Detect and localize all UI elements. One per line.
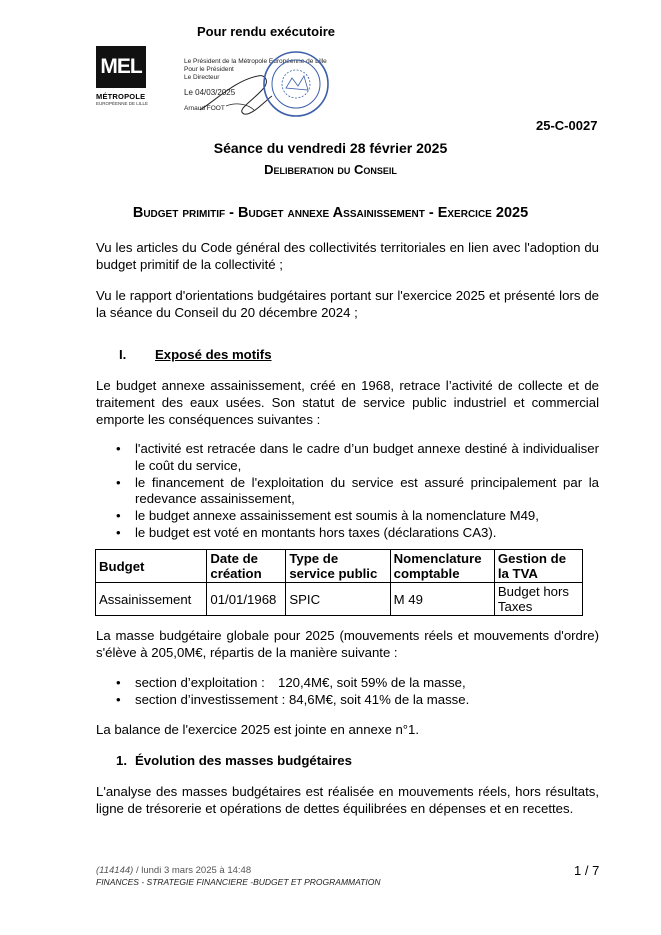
analyse-paragraph: L'analyse des masses budgétaires est réalisée en mouvements réels, hors résultats, ligne de trésorerie et opérations de dettes équilibrées en dépenses et en recettes. (96, 784, 599, 816)
mel-logo-sub: EUROPÉENNE DE LILLE (96, 101, 149, 106)
list-item (96, 675, 599, 692)
rendu-executoire: Pour rendu exécutoire (197, 24, 335, 39)
sections-list (96, 675, 599, 709)
page-number: 1 / 7 (574, 863, 600, 878)
section-value: 84,6M€, soit 41% de la masse. (288, 691, 470, 707)
list-item: • le budget est voté en montants hors taxes (déclarations CA3). (96, 525, 599, 542)
table-header: Type de service public (286, 550, 390, 583)
footer-service: FINANCES - STRATEGIE FINANCIERE -BUDGET ET PROGRAMMATION (96, 877, 381, 887)
table-header: Nomenclature comptable (390, 550, 494, 583)
section-title: Exposé des motifs (155, 347, 272, 362)
table-header: Gestion de la TVA (494, 550, 582, 583)
document-title: Budget primitif - Budget annexe Assainissement - Exercice 2025 (132, 205, 529, 221)
official-seal-icon (262, 50, 330, 118)
balance-paragraph: La balance de l'exercice 2025 est jointe en annexe n°1. (96, 722, 420, 737)
signature-line-3: Le Directeur (184, 74, 220, 81)
vu-articles: Vu les articles du Code général des collectivités territoriales en lien avec l'adoption du budget primitif de la collectivité ; (96, 240, 599, 272)
vu-rapport: Vu le rapport d'orientations budgétaires portant sur l'exercice 2025 et présenté lors de la séance du Conseil du 20 décembre 2024 ; (96, 288, 599, 320)
list-item: • l'activité est retracée dans le cadre d’un budget annexe destiné à individualiser le coût du service, (96, 441, 599, 475)
masse-paragraph: La masse budgétaire globale pour 2025 (mouvements réels et mouvements d'ordre) s'élève à 205,0M€, répartis de la manière suivante : (96, 628, 599, 660)
subsection-title: Évolution des masses budgétaires (135, 753, 352, 768)
table-cell: Assainissement (96, 583, 207, 616)
seance-title: Séance du vendredi 28 février 2025 (213, 140, 448, 156)
reference-number: 25-C-0027 (536, 118, 598, 133)
list-item: • le financement de l'exploitation du service est assuré principalement par la redevance assainissement, (96, 475, 599, 509)
section-number: I. (119, 347, 127, 362)
table-header: Budget (96, 550, 207, 583)
mel-logo-mark: MEL (96, 46, 146, 88)
deliberation-title: Deliberation du Conseil (264, 162, 397, 177)
table-cell: 01/01/1968 (207, 583, 286, 616)
consequences-list (96, 441, 599, 542)
footer-code: (114144) (96, 865, 134, 876)
subsection-number: 1. (116, 753, 127, 768)
signature-date: Le 04/03/2025 (184, 88, 236, 97)
table-row (96, 583, 583, 616)
footer-timestamp: / lundi 3 mars 2025 à 14:48 (133, 865, 252, 876)
table-header: Date de création (207, 550, 286, 583)
budget-table (95, 549, 583, 616)
table-cell: Budget hors Taxes (494, 583, 582, 616)
table-cell: M 49 (390, 583, 494, 616)
mel-logo (96, 46, 148, 116)
section-label: section d’exploitation : (135, 675, 265, 690)
mel-logo-metropole: MÉTROPOLE (96, 92, 146, 101)
list-item: • le budget annexe assainissement est soumis à la nomenclature M49, (96, 508, 599, 525)
section-value: 120,4M€, soit 59% de la masse, (278, 675, 466, 690)
table-cell: SPIC (286, 583, 390, 616)
signature-line-2: Pour le Président (184, 66, 234, 73)
list-item (96, 692, 599, 709)
intro-paragraph: Le budget annexe assainissement, créé en 1968, retrace l’activité de collecte et de traitement des eaux usées. Son statut de service public industriel et commercial emporte les conséquences suivantes : (96, 378, 599, 427)
signature-name: Arnaud FOOT (184, 105, 225, 112)
signature-line-1: Le Président de la Métropole Européenne de Lille (184, 58, 327, 65)
table-header-row (96, 550, 583, 583)
footer-date (96, 865, 251, 876)
section-label: section d’investissement : (135, 691, 286, 707)
